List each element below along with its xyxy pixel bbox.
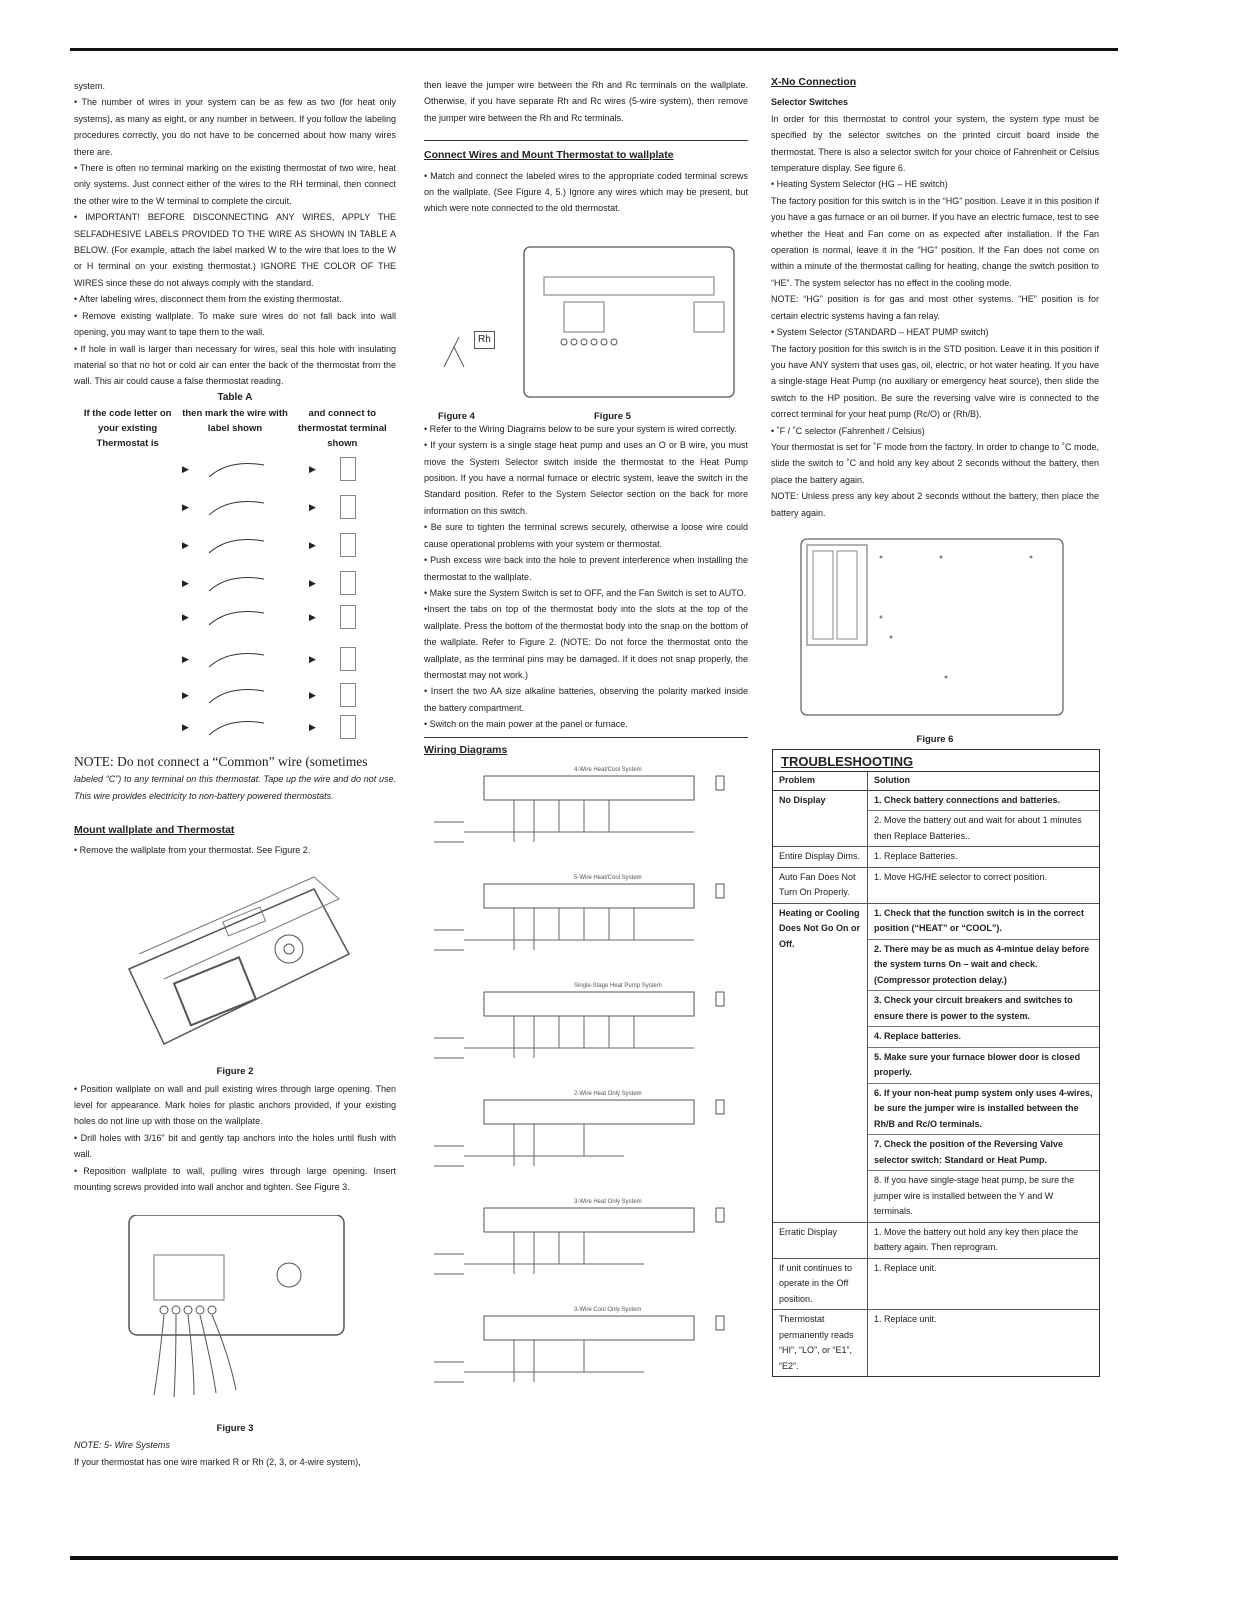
common-wire-note: NOTE: Do not connect a “Common” wire (sometimes xyxy=(74,754,368,770)
connect-wires-heading: Connect Wires and Mount Thermostat to wallplate xyxy=(424,140,748,163)
solution-cell: 1. Replace unit. xyxy=(868,1258,1100,1310)
wire-row: ▶ ▶ xyxy=(124,713,366,741)
paragraph: • After labeling wires, disconnect them from the existing thermostat. xyxy=(74,294,342,305)
figure-3-caption: Figure 3 xyxy=(216,1422,254,1434)
wiring-diagram xyxy=(424,1194,748,1298)
wiring-diagram-title: 3-Wire Heat Only System xyxy=(574,1198,642,1205)
paragraph: • Switch on the main power at the panel or furnace. xyxy=(424,719,628,730)
rh-label: Rh xyxy=(474,331,495,349)
table-a-col1: If the code letter on your existing Thermostat is xyxy=(83,408,172,450)
solution-cell: 1. Replace unit. xyxy=(874,1314,937,1324)
wire-row: ▶ ▶ xyxy=(124,493,366,521)
problem-header: Problem xyxy=(773,772,868,790)
figure-6-circuit-board-drawing xyxy=(771,537,1099,721)
wiring-diagram xyxy=(424,1302,748,1406)
paragraph: The factory position for this switch is in the STD position. Leave it in this position if you have ANY system that uses gas, oil, electric, or hot water heating. If you have a single-stage Heat Pump (no auxiliary or emergency heat source), then slide the switch to the HP position. Be sure the reversing valve wire is connected to the correct terminal for your heat pump (Rc/O) or (Rh/B). xyxy=(771,343,1099,420)
x-no-connection-heading: X-No Connection xyxy=(771,76,857,88)
figures-4-5 xyxy=(424,217,748,421)
paragraph: then leave the jumper wire between the Rh and Rc terminals on the wallplate. Otherwise, if you have separate Rh and Rc wires (5-wire system), then remove the jumper wire between the Rh and Rc terminals. xyxy=(424,80,748,123)
table-a-title: Table A xyxy=(217,391,253,403)
solution-cell: 2. Move the battery out and wait for about 1 minutes then Replace Batteries.. xyxy=(868,811,1100,847)
paragraph: • There is often no terminal marking on the existing thermostat of two wire, heat only systems. Just connect either of the wires to the RH terminal, then connect the other wire to the W terminal to complete the circuit. xyxy=(74,163,396,206)
figure-5-caption: Figure 5 xyxy=(594,410,631,422)
table-a-col3: and connect to thermostat terminal shown xyxy=(297,408,387,450)
column-left xyxy=(74,78,396,1470)
figure-4-caption: Figure 4 xyxy=(438,410,475,422)
wiring-diagram-title: 4-Wire Heat/Cool System xyxy=(574,766,642,773)
column-right xyxy=(771,74,1099,749)
solution-cell: 8. If you have single-stage heat pump, be sure the jumper wire is installed between the Y and W terminals. xyxy=(868,1171,1100,1223)
solution-cell: 1. Move the battery out hold any key then place the battery again. Then reprogram. xyxy=(868,1222,1100,1258)
solution-cell: 1. Move HG/HE selector to correct position. xyxy=(868,867,1100,903)
solution-cell: 6. If your non-heat pump system only uses 4-wires, be sure the jumper wire is installed between the Rh/B and Rc/O terminals. xyxy=(868,1083,1100,1135)
wire-row: ▶ ▶ xyxy=(124,645,366,673)
paragraph: • Reposition wallplate to wall, pulling wires through large opening. Insert mounting screws provided into wall anchor and tighten. See Figure 3. xyxy=(74,1165,396,1192)
figure-2-thermostat-drawing xyxy=(114,859,364,1059)
paragraph: The factory position for this switch is in the “HG” position. Leave it in this position if you have a gas furnace or an oil burner. If you have an electric furnace, test to see whether the Heat and Fan come on as expected after installation. If the Fan operation is normal, leave it in the “HG” position. If the Fan does not come on within a minute of the thermostat calling for heating, change the switch position to “HE”. The system selector has no effect in the cooling mode. xyxy=(771,195,1099,288)
solution-cell: 2. There may be as much as 4-mintue delay before the system turns On – wait and check. (Compressor protection delay.) xyxy=(868,939,1100,991)
paragraph: • Heating System Selector (HG – HE switch) xyxy=(771,179,948,190)
problem-cell: If unit continues to operate in the Off position. xyxy=(773,1258,868,1310)
paragraph: •Insert the tabs on top of the thermostat body into the slots at the top of the wallplate. Press the bottom of the thermostat body into the snap on the bottom of the wallplate. Refer to Figure 2. (NOTE: Do not force the thermostat onto the wallplate, as the terminal pins may be damaged. If it does not snap properly, the thermostat may not work.) xyxy=(424,604,748,680)
problem-cell: Erratic Display xyxy=(773,1222,868,1258)
wiring-diagram xyxy=(424,870,748,974)
wiring-diagram xyxy=(424,762,748,866)
paragraph: Your thermostat is set for ˚F mode from the factory. In order to change to ˚C mode, slide the switch to ˚C and hold any key about 2 seconds without the battery, then place the battery again. xyxy=(771,441,1099,485)
wire-row: ▶ ▶ xyxy=(124,531,366,559)
paragraph: • Match and connect the labeled wires to the appropriate coded terminal screws on the wallplate. (See Figure 4, 5.) Ignore any wires which may be present, but which were note connected to the old thermostat. xyxy=(424,170,748,214)
wiring-diagram-title: 2-Wire Heat Only System xyxy=(574,1090,642,1097)
paragraph: • System Selector (STANDARD – HEAT PUMP switch) xyxy=(771,327,989,338)
solution-header: Solution xyxy=(868,772,1100,790)
problem-cell: Heating or Cooling Does Not Go On or Off. xyxy=(773,903,868,1222)
wiring-diagram xyxy=(424,1086,748,1190)
selector-switches-heading: Selector Switches xyxy=(771,97,849,108)
solution-cell: 5. Make sure your furnace blower door is closed properly. xyxy=(868,1047,1100,1083)
five-wire-note-title: NOTE: 5- Wire Systems xyxy=(74,1440,170,1451)
column-middle xyxy=(424,77,748,1410)
problem-cell: Thermostat permanently reads “HI”, “LO”, or “E1”, “E2”. xyxy=(773,1310,868,1377)
paragraph: • If hole in wall is larger than necessary for wires, seal this hole with insulating material so that no hot or cold air can enter the back of the thermostat from the wall. This air could cause a false thermostat reading. xyxy=(74,343,396,387)
solution-cell: 7. Check the position of the Reversing Valve selector switch: Standard or Heat Pump. xyxy=(868,1135,1100,1171)
figure-3-wallplate-drawing xyxy=(124,1215,374,1415)
troubleshooting-table xyxy=(772,749,1100,1377)
figure-6-caption: Figure 6 xyxy=(916,734,954,746)
wire-row: ▶ ▶ xyxy=(124,455,366,483)
common-wire-note-detail: labeled “C”) to any terminal on this thermostat. Tape up the wire and do not use. This wire provides electricity to non-battery powered thermostats. xyxy=(74,774,396,801)
paragraph: NOTE: Unless press any key about 2 seconds without the battery, then place the battery again. xyxy=(771,491,1099,518)
paragraph: system. xyxy=(74,81,106,91)
table-a-header xyxy=(74,406,396,451)
table-a-col2: then mark the wire with label shown xyxy=(182,408,288,435)
figure-2-caption: Figure 2 xyxy=(216,1066,254,1078)
paragraph: • Drill holes with 3/16" bit and gently tap anchors into the holes until flush with wall. xyxy=(74,1132,396,1160)
paragraph: • IMPORTANT! BEFORE DISCONNECTING ANY WIRES, APPLY THE SELFADHESIVE LABELS PROVIDED TO THE WIRE AS SHOWN IN TABLE A BELOW. (For example, attach the label marked W to the wire that loes to the W or H terminal on your existing thermostat.) IGNORE THE COLOR OF THE WIRES since these do not always comply with the standard. xyxy=(74,212,396,288)
problem-cell: Entire Display Dims. xyxy=(773,847,868,868)
paragraph: • Insert the two AA size alkaline batteries, observing the polarity marked inside the battery compartment. xyxy=(424,686,748,713)
wiring-diagram-title: 3-Wire Cool Only System xyxy=(574,1306,642,1313)
wire-label-table xyxy=(74,455,396,747)
paragraph: • Push excess wire back into the hole to prevent interference when installing the thermostat to the wallplate. xyxy=(424,555,748,582)
wire-row: ▶ ▶ xyxy=(124,681,366,709)
wiring-diagram-title: 5-Wire Heat/Cool System xyxy=(574,874,642,881)
paragraph: • ˚F / ˚C selector (Fahrenheit / Celsius) xyxy=(771,425,925,436)
solution-cell: 4. Replace batteries. xyxy=(868,1027,1100,1048)
five-wire-note-text: If your thermostat has one wire marked R or Rh (2, 3, or 4-wire system), xyxy=(74,1456,361,1467)
wire-row: ▶ ▶ xyxy=(124,569,366,597)
problem-cell: No Display xyxy=(773,790,868,847)
top-rule xyxy=(70,48,1118,51)
paragraph: In order for this thermostat to control your system, the system type must be specified by the selector switches on the printed circuit board inside the thermostat. There is also a selector switch for your choice of Fahrenheit or Celsius temperature display. See figure 6. xyxy=(771,113,1099,174)
paragraph: • If your system is a single stage heat pump and uses an O or B wire, you must move the System Selector switch inside the thermostat to the Heat Pump position. If you have a normal furnace or electric system, leave the switch in the Standard position. Refer to the System Selector section on the back for more information on this switch. xyxy=(424,440,748,516)
paragraph: • Be sure to tighten the terminal screws securely, otherwise a loose wire could cause operational problems with your system or thermostat. xyxy=(424,522,748,549)
wiring-diagram xyxy=(424,978,748,1082)
wire-row: ▶ ▶ xyxy=(124,603,366,631)
wiring-diagrams-heading: Wiring Diagrams xyxy=(424,737,748,758)
paragraph: • Remove the wallplate from your thermostat. See Figure 2. xyxy=(74,845,311,856)
paragraph: NOTE: “HG” position is for gas and most other systems. “HE” position is for certain electric systems having a fan relay. xyxy=(771,294,1099,321)
solution-cell: 3. Check your circuit breakers and switches to ensure there is power to the system. xyxy=(868,991,1100,1027)
solution-cell: 1. Check battery connections and batteries. xyxy=(868,790,1100,811)
paragraph: • Remove existing wallplate. To make sure wires do not fall back into wall opening, you may want to tape them to the wall. xyxy=(74,310,396,338)
paragraph: • Make sure the System Switch is set to OFF, and the Fan Switch is set to AUTO. xyxy=(424,587,747,598)
bottom-rule xyxy=(70,1556,1118,1560)
paragraph: • Refer to the Wiring Diagrams below to be sure your system is wired correctly. xyxy=(424,423,737,434)
solution-cell: 1. Replace Batteries. xyxy=(868,847,1100,868)
paragraph: • Position wallplate on wall and pull existing wires through large opening. Then level for appearance. Mark holes for plastic anchors provided, if your existing holes do not line up with those on the wallplate. xyxy=(74,1083,396,1127)
wiring-diagram-title: Single-Stage Heat Pump System xyxy=(574,982,662,989)
mount-heading: Mount wallplate and Thermostat xyxy=(74,823,235,836)
solution-cell: 1. Check that the function switch is in the correct position (“HEAT” or “COOL”). xyxy=(868,903,1100,939)
problem-cell: Auto Fan Does Not Turn On Properly. xyxy=(773,867,868,903)
troubleshooting-title: TROUBLESHOOTING xyxy=(773,750,1099,772)
paragraph: • The number of wires in your system can be as few as two (for heat only systems), as many as eight, or any number in between. If you follow the labeling procedures correctly, you do not have to be concerned about how many wires there are. xyxy=(74,97,396,157)
figure-4-5-wallplate-drawing xyxy=(424,217,748,407)
